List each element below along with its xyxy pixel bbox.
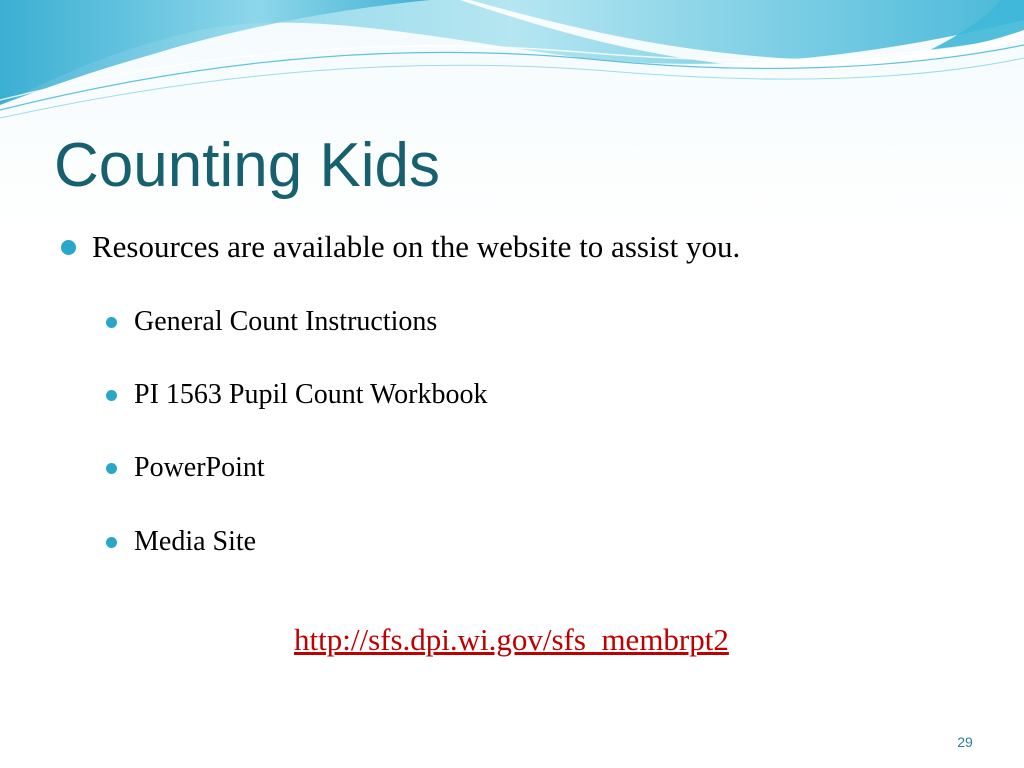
sub-bullet-workbook	[106, 375, 488, 415]
bullet-dot-icon	[106, 317, 117, 328]
sub-bullet-media-site	[106, 522, 256, 562]
main-bullet-text: Resources are available on the website to assist you.	[92, 229, 741, 264]
decorative-wave-header	[0, 0, 1024, 130]
sub-bullet-general-count	[106, 302, 437, 342]
bullet-dot-icon	[106, 463, 117, 474]
main-bullet	[64, 225, 740, 269]
bullet-dot-icon	[106, 537, 117, 548]
resource-link[interactable]: http://sfs.dpi.wi.gov/sfs_membrpt2	[294, 622, 729, 657]
bullet-dot-icon	[106, 390, 117, 401]
sub-bullet-text: PowerPoint	[134, 452, 265, 483]
bullet-dot-icon	[61, 240, 76, 255]
sub-bullet-text: Media Site	[134, 526, 257, 557]
page-number: 29	[957, 734, 973, 750]
sub-bullet-powerpoint	[106, 448, 265, 488]
slide-title: Counting Kids	[54, 131, 441, 200]
sub-bullet-text: General Count Instructions	[134, 306, 438, 337]
sub-bullet-text: PI 1563 Pupil Count Workbook	[134, 379, 488, 410]
